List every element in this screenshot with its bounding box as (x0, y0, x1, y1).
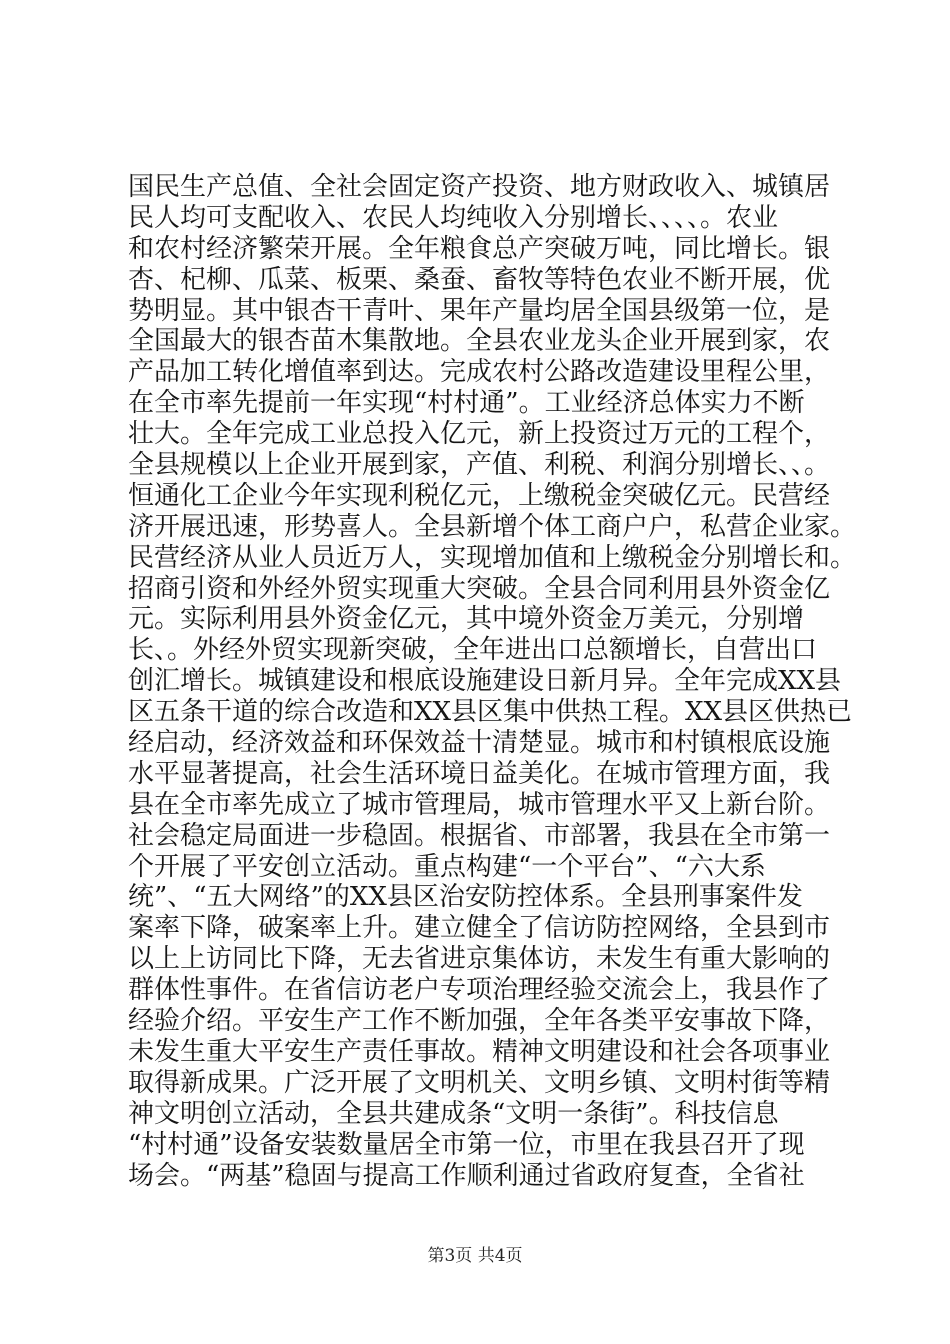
text-line-7: 产品加工转化增值率到达。完成农村公路改造建设里程公里， (128, 357, 831, 388)
body-text (128, 172, 857, 1191)
text-line-26: 以上上访同比下降，无去省进京集体访，未发生有重大影响的 (128, 944, 831, 975)
text-line-15: 元。实际利用县外资金亿元，其中境外资金万美元，分别增 (128, 604, 805, 635)
text-line-23: 个开展了平安创立活动。重点构建“一个平台”、“六大系 (128, 851, 766, 882)
text-line-16: 长、。外经外贸实现新突破，全年进出口总额增长，自营出口 (128, 635, 818, 666)
text-line-10: 全县规模以上企业开展到家，产值、利税、利润分别增长、、。 (128, 450, 831, 481)
text-line-30: 取得新成果。广泛开展了文明机关、文明乡镇、文明村街等精 (128, 1067, 831, 1098)
text-line-13: 民营经济从业人员近万人，实现增加值和上缴税金分别增长和。 (128, 542, 857, 573)
text-line-32: “村村通”设备安装数量居全市第一位，市里在我县召开了现 (128, 1129, 805, 1160)
text-line-11: 恒通化工企业今年实现利税亿元，上缴税金突破亿元。民营经 (128, 480, 831, 511)
text-line-9: 壮大。全年完成工业总投入亿元，新上投资过万元的工程个， (128, 419, 831, 450)
text-line-33: 场会。“两基”稳固与提高工作顺利通过省政府复查，全省社 (128, 1160, 805, 1191)
text-line-21: 县在全市率先成立了城市管理局，城市管理水平又上新台阶。 (128, 789, 831, 820)
text-line-25: 案率下降，破案率上升。建立健全了信访防控网络，全县到市 (128, 913, 831, 944)
text-line-28: 经验介绍。平安生产工作不断加强，全年各类平安事故下降， (128, 1006, 831, 1037)
text-line-18: 区五条干道的综合改造和XX县区集中供热工程。XX县区供热已 (128, 697, 853, 728)
text-line-19: 经启动，经济效益和环保效益十清楚显。城市和村镇根底设施 (128, 728, 831, 759)
text-line-1: 国民生产总值、全社会固定资产投资、地方财政收入、城镇居 (128, 172, 831, 202)
text-line-8: 在全市率先提前一年实现“村村通”。工业经济总体实力不断 (128, 388, 805, 419)
text-line-17: 创汇增长。城镇建设和根底设施建设日新月异。全年完成XX县 (128, 666, 842, 697)
text-line-12: 济开展迅速，形势喜人。全县新增个体工商户户，私营企业家。 (128, 511, 857, 542)
text-line-5: 势明显。其中银杏干青叶、果年产量均居全国县级第一位，是 (128, 295, 831, 326)
text-line-22: 社会稳定局面进一步稳固。根据省、市部署，我县在全市第一 (128, 820, 831, 851)
text-line-24: 统”、“五大网络”的XX县区治安防控体系。全县刑事案件发 (128, 882, 803, 913)
text-line-20: 水平显著提高，社会生活环境日益美化。在城市管理方面，我 (128, 758, 831, 789)
text-line-6: 全国最大的银杏苗木集散地。全县农业龙头企业开展到家，农 (128, 326, 831, 357)
text-line-2: 民人均可支配收入、农民人均纯收入分别增长、、、、。农业 (128, 202, 779, 233)
text-line-4: 杏、杞柳、瓜菜、板栗、桑蚕、畜牧等特色农业不断开展，优 (128, 264, 831, 295)
text-line-27: 群体性事件。在省信访老户专项治理经验交流会上，我县作了 (128, 975, 831, 1006)
page-footer: 第3页 共4页 (427, 1246, 523, 1266)
text-line-14: 招商引资和外经外贸实现重大突破。全县合同利用县外资金亿 (128, 573, 831, 604)
text-line-3: 和农村经济繁荣开展。全年粮食总产突破万吨，同比增长。银 (128, 233, 831, 264)
text-line-29: 未发生重大平安生产责任事故。精神文明建设和社会各项事业 (128, 1036, 831, 1067)
text-line-31: 神文明创立活动，全县共建成条“文明一条街”。科技信息 (128, 1098, 779, 1129)
